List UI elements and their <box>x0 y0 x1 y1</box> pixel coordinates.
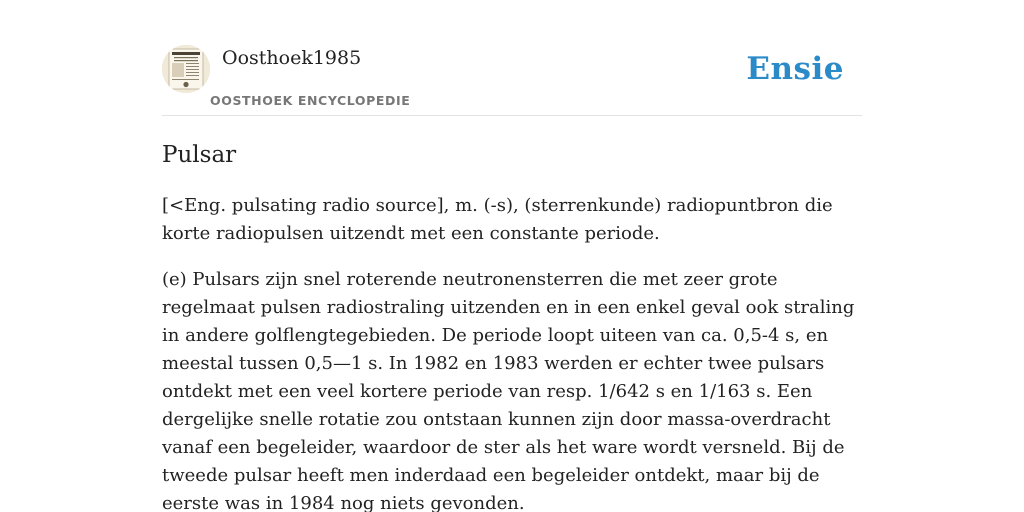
definition-paragraph: [<Eng. pulsating radio source], m. (-s), (sterrenkunde) radiopuntbron die korte radiopulsen uitzendt met een constante periode. <box>162 195 833 244</box>
header-divider <box>162 115 862 116</box>
author-username[interactable]: Oosthoek1985 <box>222 47 362 69</box>
publisher-label[interactable]: OOSTHOEK ENCYCLOPEDIE <box>210 93 411 108</box>
entry-card <box>162 0 862 512</box>
brand-logo[interactable]: Ensie <box>746 51 844 87</box>
page-title: Pulsar <box>162 142 237 168</box>
avatar[interactable] <box>162 45 210 93</box>
explanation-paragraph: (e) Pulsars zijn snel roterende neutronensterren die met zeer grote regelmaat pulsen radiostraling uitzenden en in een enkel geval ook straling in andere golflengtegebieden. De periode loopt uiteen van ca. 0,5-4 s, en meestal tussen 0,5—1 s. In 1982 en 1983 werden er echter twee pulsars ontdekt met een veel kortere periode van resp. 1/642 s en 1/163 s. Een dergelijke snelle rotatie zou ontstaan kunnen zijn door massa-overdracht vanaf een begeleider, waardoor de ster als het ware wordt versneld. Bij de tweede pulsar heeft men inderdaad een begeleider ontdekt, maar bij de eerste was in 1984 nog niets gevonden. <box>162 269 855 512</box>
book-cover-icon <box>162 45 210 93</box>
entry-content <box>162 192 866 512</box>
